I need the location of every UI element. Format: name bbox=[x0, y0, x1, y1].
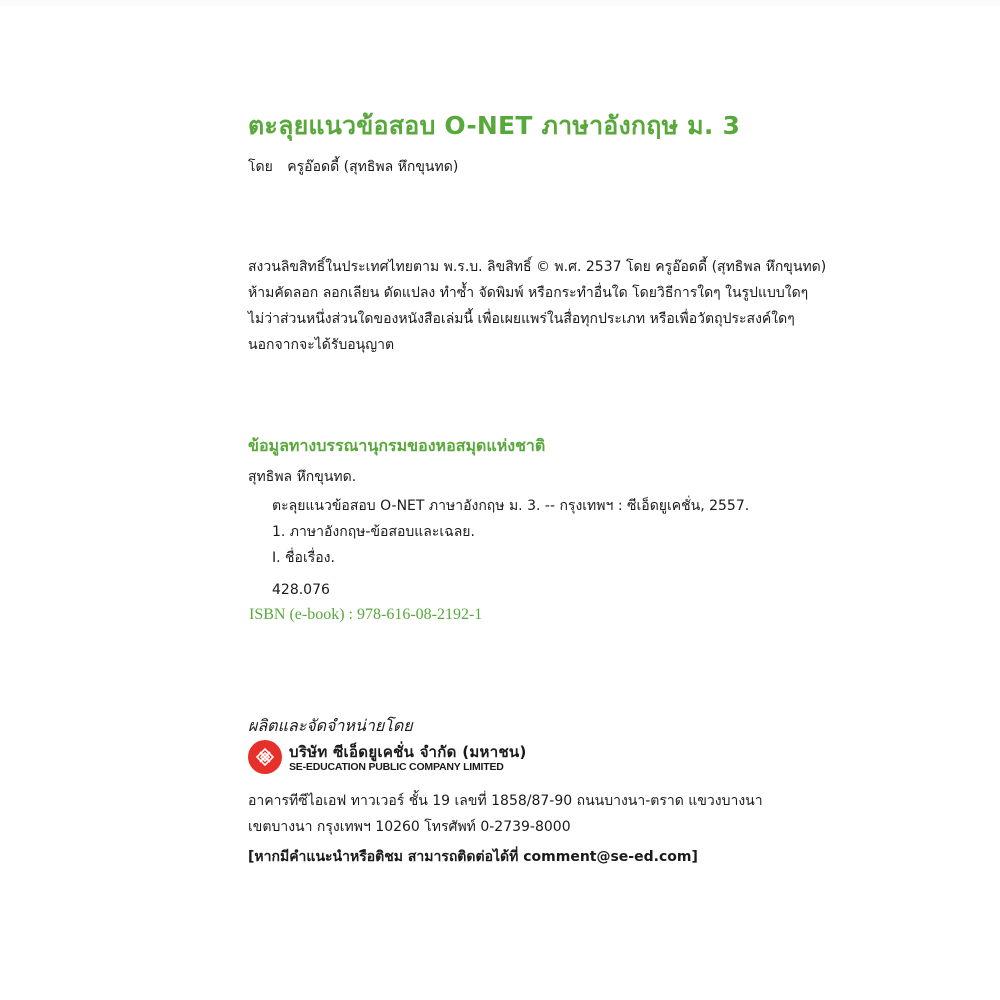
address-line: เขตบางนา กรุงเทพฯ 10260 โทรศัพท์ 0-2739-8000 bbox=[248, 819, 571, 835]
copyright-line: ไม่ว่าส่วนหนึ่งส่วนใดของหนังสือเล่มนี้ เพื่อเผยแพร่ในสื่อทุกประเภท หรือเพื่อวัตถุประสงค์ใดๆ bbox=[248, 311, 795, 327]
byline-label: โดย bbox=[248, 159, 273, 175]
catalog-record bbox=[272, 493, 749, 603]
company-name-thai: บริษัท ซีเอ็ดยูเคชั่น จำกัด (มหาชน) bbox=[289, 743, 527, 761]
copyright-line: ห้ามคัดลอก ลอกเลียน ดัดแปลง ทำซ้ำ จัดพิมพ์ หรือกระทำอื่นใด โดยวิธีการใดๆ ในรูปแบบใดๆ bbox=[248, 285, 809, 301]
book-title: ตะลุยแนวข้อสอบ O-NET ภาษาอังกฤษ ม. 3 bbox=[248, 111, 741, 140]
contact-note: [หากมีคำแนะนำหรือติชม สามารถติดต่อได้ที่ comment@se-ed.com] bbox=[248, 849, 698, 865]
copyright-line: นอกจากจะได้รับอนุญาต bbox=[248, 337, 395, 353]
address-line: อาคารทีซีไอเอฟ ทาวเวอร์ ชั้น 19 เลขที่ 1858/87-90 ถนนบางนา-ตราด แขวงบางนา bbox=[248, 793, 763, 809]
byline bbox=[248, 156, 458, 178]
catalog-title-entry: I. ชื่อเรื่อง. bbox=[272, 550, 335, 566]
catalog-call-number: 428.076 bbox=[272, 582, 330, 598]
top-edge bbox=[0, 0, 1000, 6]
catalog-author: สุทธิพล หึกขุนทด. bbox=[248, 469, 357, 485]
catalog-subject: 1. ภาษาอังกฤษ-ข้อสอบและเฉลย. bbox=[272, 524, 475, 540]
company-address bbox=[248, 788, 763, 840]
se-ed-logo-icon bbox=[248, 740, 282, 774]
catalog-heading: ข้อมูลทางบรรณานุกรมของหอสมุดแห่งชาติ bbox=[248, 436, 546, 455]
byline-author: ครูอ๊อดดี้ (สุทธิพล หึกขุนทด) bbox=[287, 159, 459, 175]
company-name-english: SE-EDUCATION PUBLIC COMPANY LIMITED bbox=[289, 761, 504, 773]
copyright-line: สงวนลิขสิทธิ์ในประเทศไทยตาม พ.ร.บ. ลิขสิทธิ์ © พ.ศ. 2537 โดย ครูอ๊อดดี้ (สุทธิพล หึกขุนทด) bbox=[248, 259, 827, 275]
catalog-entry: ตะลุยแนวข้อสอบ O-NET ภาษาอังกฤษ ม. 3. -- กรุงเทพฯ : ซีเอ็ดยูเคชั่น, 2557. bbox=[272, 498, 750, 514]
isbn: ISBN (e-book) : 978-616-08-2192-1 bbox=[249, 606, 483, 623]
distribution-label: ผลิตและจัดจำหน่ายโดย bbox=[248, 716, 413, 735]
copyright-notice bbox=[248, 254, 848, 358]
